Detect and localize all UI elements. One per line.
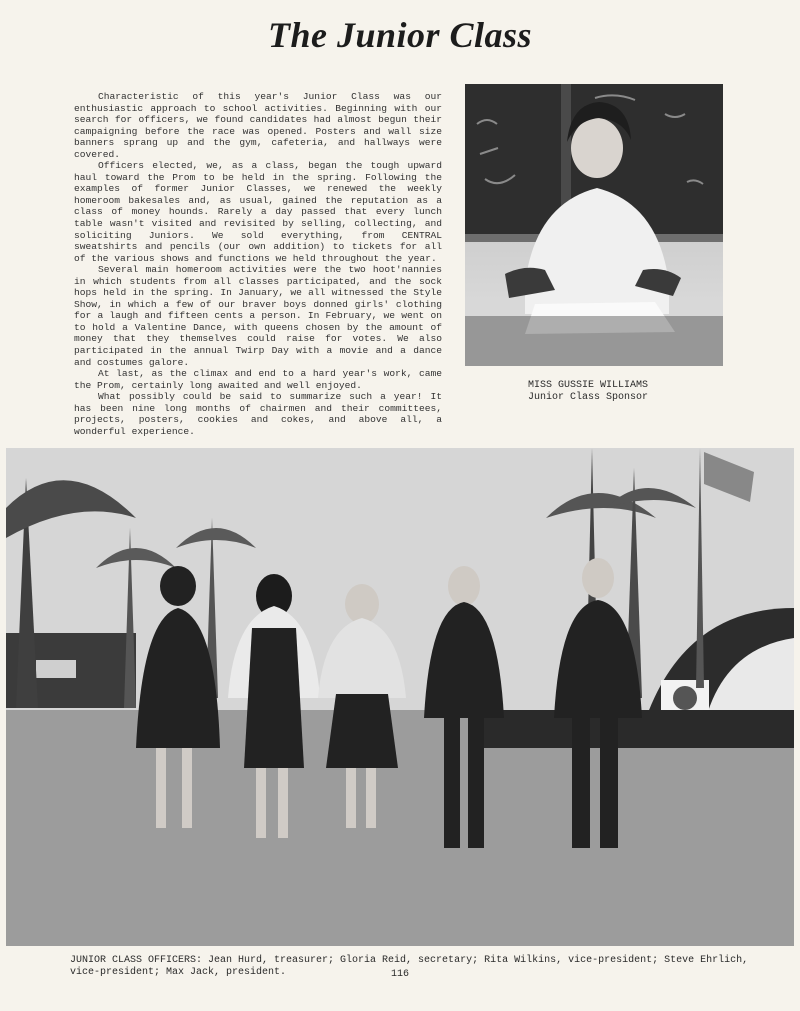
article-paragraph: Characteristic of this year's Junior Class was our enthusiastic approach to school activities. Beginning with our search for officers, we found candidates had almost begun their campaigning before the race was opened. Posters and wall size banners sprang up and the gym, cafeteria, and hallways were covered. bbox=[74, 91, 442, 160]
sponsor-photo bbox=[465, 84, 723, 366]
sponsor-caption bbox=[528, 380, 728, 404]
officers-caption: JUNIOR CLASS OFFICERS: Jean Hurd, treasurer; Gloria Reid, secretary; Rita Wilkins, vice-president; Steve Ehrlich, vice-president; Max Jack, president. bbox=[70, 955, 749, 978]
page-number: 116 bbox=[390, 969, 409, 980]
article-paragraph: Officers elected, we, as a class, began the tough upward haul toward the Prom to be held in the spring. Following the examples of former Junior Classes, we renewed the weekly homeroom bakesales and, as usual, gained the reputation as a class of money hounds. Rarely a day passed that every lunch table wasn't visited and revisited by selling, collecting, and soliciting Juniors. We sold everything, from CENTRAL sweatshirts and pencils (our own addition) to tickets for all of the various shows and functions we held throughout the year. bbox=[74, 160, 442, 264]
article-paragraph: What possibly could be said to summarize such a year! It has been nine long months of chairmen and their committees, projects, posters, cookies and cokes, and above all, a wonderful experience. bbox=[74, 391, 442, 437]
sponsor-role: Junior Class Sponsor bbox=[528, 392, 649, 403]
article-paragraph: Several main homeroom activities were the two hoot'nannies in which students from all classes participated, and the sock hops held in the spring. In January, we all witnessed the Style Show, in which a few of our braver boys donned girls' clothing for a laugh and fifteen cents a person. In February, we went on to hold a Valentine Dance, with queens chosen by the amount of money that they themselves could raise for votes. We also participated in the annual Twirp Day with a movie and a dance and costumes galore. bbox=[74, 264, 442, 368]
article-body bbox=[74, 91, 442, 437]
officers-photo bbox=[6, 448, 794, 946]
sponsor-name: MISS GUSSIE WILLIAMS bbox=[528, 380, 649, 391]
article-paragraph: At last, as the climax and end to a hard year's work, came the Prom, certainly long awaited and well enjoyed. bbox=[74, 368, 442, 391]
page-title: The Junior Class bbox=[267, 15, 533, 55]
